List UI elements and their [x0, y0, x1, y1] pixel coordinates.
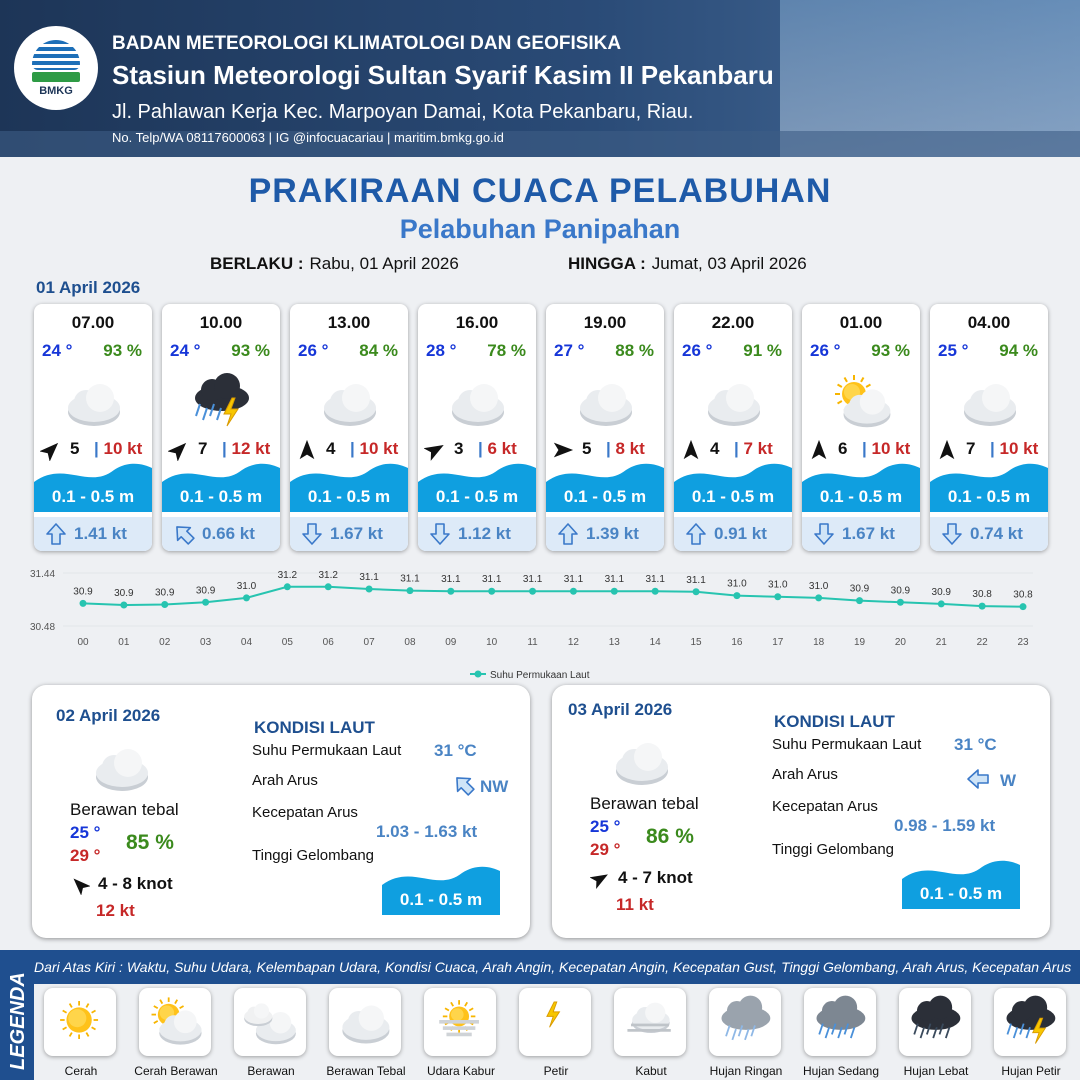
x-tick-label: 22 — [976, 637, 988, 648]
current-direction-icon — [940, 522, 964, 546]
x-tick-label: 01 — [118, 637, 130, 648]
sst-data-point — [406, 587, 413, 594]
wind-row — [40, 437, 146, 461]
y-tick-label: 31.44 — [30, 569, 56, 580]
wave-height: 0.1 - 0.5 m — [179, 487, 263, 506]
wind-row — [552, 437, 658, 461]
current-direction-icon — [812, 522, 836, 546]
current-direction-icon — [966, 767, 990, 791]
wave-height-label: Tinggi Gelombang — [252, 847, 375, 864]
wave-height: 0.1 - 0.5 m — [435, 487, 519, 506]
sst-data-point — [366, 586, 373, 593]
sst-data-point — [120, 602, 127, 609]
legend-item — [38, 988, 124, 1080]
x-tick-label: 16 — [731, 637, 743, 648]
legend-item — [988, 988, 1074, 1080]
wave-height: 0.1 - 0.5 m — [819, 487, 903, 506]
air-temperature: 26 ° — [810, 341, 841, 360]
valid-to-value: Jumat, 03 April 2026 — [651, 254, 807, 273]
wind-direction-icon — [70, 875, 90, 895]
gust-speed: 12 kt — [96, 901, 135, 920]
humidity: 88 % — [615, 341, 654, 360]
x-tick-label: 04 — [240, 637, 253, 648]
current-row — [418, 517, 536, 551]
wind-direction-icon — [590, 869, 610, 889]
sst-data-point — [611, 588, 618, 595]
gust-speed: | 10 kt — [990, 439, 1038, 459]
gust-speed: | 8 kt — [606, 439, 645, 459]
current-direction-icon — [684, 522, 708, 546]
sst-data-label: 31.0 — [768, 579, 788, 591]
x-tick-label: 10 — [486, 637, 498, 648]
sst-data-label: 31.1 — [604, 574, 625, 586]
air-temperature: 24 ° — [170, 341, 201, 360]
gust-speed: | 10 kt — [350, 439, 398, 459]
air-temperature: 28 ° — [426, 341, 457, 360]
wind-row — [168, 437, 274, 461]
sst-data-label: 31.1 — [359, 572, 379, 584]
valid-from — [210, 254, 459, 274]
current-speed: 1.41 kt — [74, 524, 127, 543]
sst-data-point — [1020, 603, 1027, 610]
sst-data-point — [938, 600, 945, 607]
wind-speed: 5 — [70, 439, 80, 458]
current-row — [674, 517, 792, 551]
sst-data-point — [161, 601, 168, 608]
panel-date: 02 April 2026 — [56, 706, 161, 725]
current-row — [34, 517, 152, 551]
x-tick-label: 09 — [445, 637, 457, 648]
wind-speed: 4 — [710, 439, 720, 458]
berawan-tebal-icon — [574, 372, 636, 428]
current-speed: 1.12 kt — [458, 524, 511, 543]
sst-data-point — [202, 599, 209, 606]
wind-direction-icon — [680, 439, 702, 461]
forecast-card — [162, 304, 280, 551]
berawan-tebal-icon — [318, 372, 380, 428]
gust-speed: | 12 kt — [222, 439, 270, 459]
wind-speed: 4 — [326, 439, 336, 458]
sst-data-label: 30.9 — [73, 586, 93, 598]
sst-data-point — [529, 588, 536, 595]
x-tick-label: 23 — [1017, 637, 1029, 648]
wind-row — [296, 437, 402, 461]
forecast-card — [930, 304, 1048, 551]
sst-data-point — [325, 583, 332, 590]
gust-speed: 11 kt — [616, 895, 654, 914]
panel-date: 03 April 2026 — [568, 700, 673, 719]
legend-item-label: Kabut — [635, 1064, 667, 1078]
legend-item-label: Cerah — [64, 1064, 98, 1078]
forecast-time: 01.00 — [839, 313, 883, 332]
forecast-time: 22.00 — [711, 313, 755, 332]
legend-item — [418, 988, 504, 1080]
wind-direction-icon — [40, 439, 62, 461]
current-speed: 1.67 kt — [842, 524, 895, 543]
sst-data-label: 31.1 — [522, 574, 543, 586]
port-name: Pelabuhan Panipahan — [399, 214, 681, 244]
legend-vertical-label: LEGENDA — [7, 972, 29, 1070]
wave-height: 0.1 - 0.5 m — [51, 487, 135, 506]
sst-data-label: 30.9 — [849, 583, 870, 595]
bmkg-logo — [14, 26, 98, 110]
wind-direction-icon — [424, 439, 446, 461]
wave-height: 0.1 - 0.5 m — [947, 487, 1031, 506]
weather-condition: Berawan tebal — [70, 800, 179, 819]
humidity: 78 % — [487, 341, 526, 360]
forecast-panel-day3 — [552, 685, 1050, 938]
x-tick-label: 00 — [77, 637, 89, 648]
cerah-berawan-icon — [139, 988, 211, 1056]
legend-section — [0, 950, 1080, 1080]
sst-data-point — [570, 588, 577, 595]
sea-surface-temperature-chart — [30, 565, 1070, 683]
sst-data-label: 31.1 — [400, 573, 420, 585]
hujan-lebat-icon — [899, 988, 971, 1056]
sst-data-point — [856, 597, 863, 604]
cerah-berawan-icon — [830, 372, 892, 428]
legend-item — [608, 988, 694, 1080]
sst-data-label: 30.8 — [1013, 589, 1033, 601]
current-direction-icon — [172, 522, 196, 546]
x-tick-label: 15 — [690, 637, 702, 648]
current-speed-label: Kecepatan Arus — [252, 804, 358, 821]
sst-value: 31 °C — [434, 741, 477, 760]
humidity: 91 % — [743, 341, 782, 360]
sst-data-label: 30.9 — [890, 585, 911, 597]
wave-height: 0.1 - 0.5 m — [307, 487, 391, 506]
wind-speed: 3 — [454, 439, 464, 458]
x-tick-label: 19 — [853, 637, 866, 648]
sst-data-point — [447, 588, 454, 595]
gust-speed: | 6 kt — [478, 439, 517, 459]
logo-emblem-icon — [32, 40, 80, 70]
forecast-time: 19.00 — [583, 313, 627, 332]
sst-value: 31 °C — [954, 735, 997, 754]
wave-height-label: Tinggi Gelombang — [772, 841, 895, 858]
sst-data-point — [979, 603, 986, 610]
legend-item-label: Cerah Berawan — [134, 1064, 218, 1078]
current-speed-value: 1.03 - 1.63 kt — [376, 822, 478, 841]
berawan-tebal-icon — [610, 731, 672, 787]
sst-data-label: 31.1 — [563, 574, 584, 586]
legend-item-label: Petir — [543, 1064, 569, 1078]
x-tick-label: 12 — [567, 637, 579, 648]
sst-label: Suhu Permukaan Laut — [252, 742, 402, 759]
wind-speed-range: 4 - 7 knot — [618, 868, 693, 887]
temp-min: 25 ° — [590, 817, 621, 836]
legend-item — [513, 988, 599, 1080]
forecast-time: 07.00 — [71, 313, 115, 332]
sea-conditions-title: KONDISI LAUT — [254, 718, 375, 737]
air-temperature: 24 ° — [42, 341, 73, 360]
current-speed-label: Kecepatan Arus — [772, 798, 878, 815]
legend-items — [34, 984, 1080, 1080]
sst-data-label: 30.8 — [972, 589, 992, 601]
current-direction-icon — [556, 522, 580, 546]
x-tick-label: 13 — [608, 637, 620, 648]
sst-data-label: 31.2 — [318, 569, 338, 581]
berawan-tebal-icon — [62, 372, 124, 428]
sst-data-label: 31.1 — [686, 574, 706, 586]
station-address: Jl. Pahlawan Kerja Kec. Marpoyan Damai, Kota Pekanbaru, Riau. — [112, 101, 694, 123]
header-banner — [0, 0, 1080, 157]
sea-conditions-title: KONDISI LAUT — [774, 712, 895, 731]
forecast-card — [290, 304, 408, 551]
valid-from-value: Rabu, 01 April 2026 — [309, 254, 459, 273]
agency-name: BADAN METEOROLOGI KLIMATOLOGI DAN GEOFISIKA — [112, 33, 622, 54]
air-temperature: 26 ° — [298, 341, 329, 360]
sst-data-label: 30.9 — [931, 586, 951, 598]
legend-item — [133, 988, 219, 1080]
forecast-time: 16.00 — [455, 313, 499, 332]
forecast-panel-day2 — [32, 685, 530, 938]
x-tick-label: 18 — [813, 637, 825, 648]
sst-data-point — [693, 588, 700, 595]
current-speed-value: 0.98 - 1.59 kt — [894, 816, 996, 835]
sst-data-point — [488, 588, 495, 595]
x-tick-label: 06 — [322, 637, 334, 648]
wind-direction-icon — [552, 439, 574, 461]
kabut-icon — [614, 988, 686, 1056]
valid-to-label: HINGGA : — [568, 254, 646, 273]
current-speed: 0.91 kt — [714, 524, 767, 543]
current-speed: 0.74 kt — [970, 524, 1023, 543]
wind-speed: 7 — [198, 439, 208, 458]
wind-row — [680, 437, 786, 461]
humidity: 94 % — [999, 341, 1038, 360]
gust-speed: | 7 kt — [734, 439, 773, 459]
x-tick-label: 21 — [935, 637, 947, 648]
sst-data-point — [733, 592, 740, 599]
current-row — [930, 517, 1048, 551]
sst-data-point — [243, 594, 250, 601]
temp-max: 29 ° — [70, 846, 101, 865]
legend-item-label: Hujan Lebat — [903, 1064, 969, 1078]
humidity: 93 % — [871, 341, 910, 360]
current-direction-label: Arah Arus — [252, 772, 318, 789]
cerah-icon — [44, 988, 116, 1056]
berawan-tebal-icon — [90, 737, 152, 793]
sst-data-label: 31.2 — [277, 569, 298, 581]
wind-direction-icon — [296, 439, 318, 461]
x-tick-label: 08 — [404, 637, 416, 648]
hujan-sedang-icon — [804, 988, 876, 1056]
sst-data-label: 30.9 — [195, 585, 216, 597]
station-name: Stasiun Meteorologi Sultan Syarif Kasim II Pekanbaru — [112, 60, 774, 90]
current-row — [162, 517, 280, 551]
sst-data-point — [897, 599, 904, 606]
berawan-tebal-icon — [329, 988, 401, 1056]
berawan-tebal-icon — [446, 372, 508, 428]
x-tick-label: 20 — [894, 637, 906, 648]
wave-height: 0.1 - 0.5 m — [563, 487, 647, 506]
forecast-card — [674, 304, 792, 551]
current-row — [802, 517, 920, 551]
page-title: PRAKIRAAN CUACA PELABUHAN — [248, 172, 832, 210]
legend-swatch-dot — [475, 671, 482, 678]
forecast-card — [418, 304, 536, 551]
legend-item-label: Berawan — [247, 1064, 295, 1078]
current-direction-icon — [300, 522, 324, 546]
forecast-card — [802, 304, 920, 551]
chart-legend-label: Suhu Permukaan Laut — [490, 670, 590, 681]
day1-date: 01 April 2026 — [36, 278, 141, 297]
sst-data-label: 31.0 — [808, 580, 829, 592]
legend-item — [228, 988, 314, 1080]
x-tick-label: 11 — [527, 637, 538, 648]
x-tick-label: 03 — [200, 637, 212, 648]
legend-item — [703, 988, 789, 1080]
legend-item-label: Hujan Sedang — [802, 1064, 880, 1078]
udara-kabur-icon — [424, 988, 496, 1056]
current-row — [546, 517, 664, 551]
temp-max: 29 ° — [590, 840, 621, 859]
sst-data-point — [774, 593, 781, 600]
sst-data-point — [80, 600, 87, 607]
legend-item-label: Udara Kabur — [426, 1064, 496, 1078]
current-direction-icon — [44, 522, 68, 546]
current-direction-value: NW — [480, 777, 509, 796]
sst-data-label: 31.0 — [727, 578, 747, 590]
wind-direction-icon — [168, 439, 190, 461]
x-tick-label: 05 — [281, 637, 293, 648]
sst-data-point — [815, 594, 822, 601]
current-direction-icon — [428, 522, 452, 546]
current-direction-value: W — [1000, 771, 1017, 790]
sst-data-label: 31.1 — [441, 574, 461, 586]
humidity: 93 % — [103, 341, 142, 360]
legend-item-label: Berawan Tebal — [326, 1064, 406, 1078]
valid-to — [568, 254, 807, 274]
berawan-icon — [234, 988, 306, 1056]
sst-label: Suhu Permukaan Laut — [772, 736, 922, 753]
wind-direction-icon — [808, 439, 830, 461]
valid-from-label: BERLAKU : — [210, 254, 304, 273]
wave-height-value: 0.1 - 0.5 m — [399, 890, 483, 909]
forecast-card — [546, 304, 664, 551]
legend-item-label: Hujan Ringan — [709, 1064, 783, 1078]
humidity: 85 % — [126, 831, 174, 854]
wind-row — [424, 437, 530, 461]
hujan-petir-icon — [190, 372, 252, 428]
current-row — [290, 517, 408, 551]
humidity: 86 % — [646, 825, 694, 848]
wind-speed: 7 — [966, 439, 976, 458]
x-tick-label: 17 — [772, 637, 784, 648]
y-tick-label: 30.48 — [30, 622, 56, 633]
hujan-ringan-icon — [709, 988, 781, 1056]
hujan-petir-icon — [994, 988, 1066, 1056]
current-direction-icon — [452, 773, 476, 797]
humidity: 84 % — [359, 341, 398, 360]
wind-speed: 5 — [582, 439, 592, 458]
forecast-time: 10.00 — [199, 313, 243, 332]
logo-text: BMKG — [39, 84, 73, 97]
legend-description: Dari Atas Kiri : Waktu, Suhu Udara, Kelembapan Udara, Kondisi Cuaca, Arah Angin, Kecepatan Angin, Kecepatan Gust, Tinggi Gelombang, Arah Arus, Kecepatan Arus — [34, 959, 1072, 975]
station-contact: No. Telp/WA 08117600063 | IG @infocuacariau | maritim.bmkg.go.id — [112, 130, 504, 145]
humidity: 93 % — [231, 341, 270, 360]
sst-data-label: 31.0 — [236, 580, 257, 592]
wave-height: 0.1 - 0.5 m — [691, 487, 775, 506]
legend-item — [323, 988, 409, 1080]
x-tick-label: 07 — [363, 637, 375, 648]
sst-data-label: 31.1 — [481, 574, 502, 586]
wind-speed: 6 — [838, 439, 848, 458]
air-temperature: 27 ° — [554, 341, 585, 360]
sst-data-label: 31.1 — [645, 574, 665, 586]
sst-data-label: 30.9 — [114, 588, 134, 600]
x-tick-label: 14 — [649, 637, 661, 648]
current-speed: 0.66 kt — [202, 524, 255, 543]
wind-speed-range: 4 - 8 knot — [98, 874, 173, 893]
legend-item-label: Hujan Petir — [1001, 1064, 1061, 1078]
gust-speed: | 10 kt — [94, 439, 142, 459]
air-temperature: 25 ° — [938, 341, 969, 360]
x-tick-label: 02 — [159, 637, 171, 648]
legend-item — [798, 988, 884, 1080]
wave-height-value: 0.1 - 0.5 m — [919, 884, 1003, 903]
legend-item — [893, 988, 979, 1080]
wind-direction-icon — [936, 439, 958, 461]
petir-icon — [519, 988, 591, 1056]
forecast-time: 13.00 — [327, 313, 371, 332]
current-speed: 1.39 kt — [586, 524, 639, 543]
temp-min: 25 ° — [70, 823, 101, 842]
current-speed: 1.67 kt — [330, 524, 383, 543]
wind-row — [936, 437, 1042, 461]
berawan-tebal-icon — [702, 372, 764, 428]
sst-data-point — [284, 583, 291, 590]
berawan-tebal-icon — [958, 372, 1020, 428]
current-direction-label: Arah Arus — [772, 766, 838, 783]
sst-data-label: 30.9 — [155, 587, 175, 599]
gust-speed: | 10 kt — [862, 439, 910, 459]
forecast-time: 04.00 — [967, 313, 1011, 332]
air-temperature: 26 ° — [682, 341, 713, 360]
wind-row — [808, 437, 914, 461]
forecast-card — [34, 304, 152, 551]
sst-data-point — [652, 588, 659, 595]
weather-condition: Berawan tebal — [590, 794, 699, 813]
sst-series-line — [83, 587, 1023, 607]
